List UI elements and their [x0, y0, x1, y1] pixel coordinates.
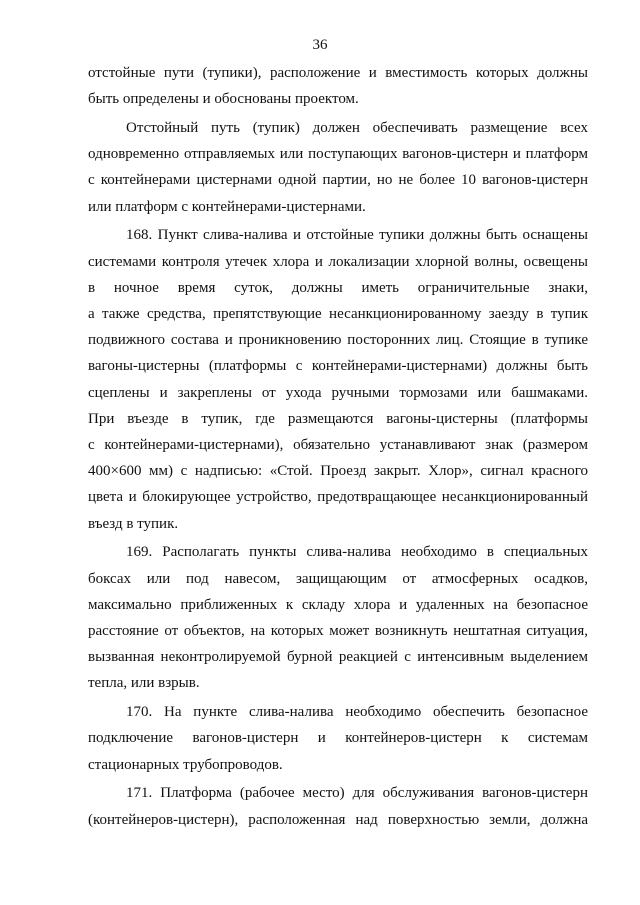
text-line: а также средства, препятствующие несанкционированному заезду в тупик — [88, 306, 588, 323]
text-line: вызванная неконтролируемой бурной реакцией с интенсивным выделением — [88, 649, 588, 666]
text-line: При въезде в тупик, где размещаются вагоны-цистерны (платформы — [88, 410, 588, 427]
text-line: быть определены и обоснованы проектом. — [88, 91, 359, 108]
text-line: (контейнеров-цистерн), расположенная над поверхностью земли, должна — [88, 811, 588, 828]
paragraph-170 — [88, 699, 588, 778]
text-line: или платформ с контейнерами-цистернами. — [88, 198, 366, 215]
text-line: боксах или под навесом, защищающим от атмосферных осадков, — [88, 570, 588, 587]
text-line: вагоны-цистерны (платформы с контейнерами-цистернами) должны быть — [88, 358, 588, 375]
text-line: подвижного состава и проникновению посторонних лиц. Стоящие в тупике — [88, 332, 588, 349]
paragraph-169 — [88, 539, 588, 696]
paragraph-171 — [88, 780, 588, 832]
text-line: Отстойный путь (тупик) должен обеспечивать размещение всех — [126, 120, 588, 136]
text-line: 400×600 мм) с надписью: «Стой. Проезд закрыт. Хлор», сигнал красного — [88, 463, 588, 480]
paragraph-continuation — [88, 60, 588, 112]
text-line: одновременно отправляемых или поступающих вагонов-цистерн и платформ — [88, 146, 588, 163]
paragraph-168 — [88, 222, 588, 536]
text-line: расстояние от объектов, на которых может возникнуть нештатная ситуация, — [88, 623, 588, 640]
text-line: въезд в тупик. — [88, 515, 179, 532]
text-line: 170. На пункте слива-налива необходимо обеспечить безопасное — [126, 704, 588, 721]
text-line: отстойные пути (тупики), расположение и вместимость которых должны — [88, 65, 588, 81]
text-line: стационарных трубопроводов. — [88, 756, 283, 773]
text-line: тепла, или взрыв. — [88, 675, 200, 692]
document-body — [88, 60, 588, 833]
text-line: максимально приближенных к складу хлора и удаленных на безопасное — [88, 596, 588, 613]
text-line: подключение вагонов-цистерн и контейнеров-цистерн к системам — [88, 730, 588, 747]
text-line: с контейнерами-цистернами), обязательно устанавливают знак (размером — [88, 437, 588, 454]
text-line: цвета и блокирующее устройство, предотвращающее несанкционированный — [88, 489, 588, 506]
text-line: 168. Пункт слива-налива и отстойные тупики должны быть оснащены — [126, 227, 588, 244]
text-line: системами контроля утечек хлора и локализации хлорной волны, освещены — [88, 253, 588, 270]
text-line: 171. Платформа (рабочее место) для обслуживания вагонов-цистерн — [126, 785, 588, 802]
text-line: сцеплены и закреплены от ухода ручными тормозами или башмаками. — [88, 384, 588, 401]
page-number: 36 — [312, 37, 328, 53]
text-line: в ночное время суток, должны иметь ограничительные знаки, — [88, 279, 588, 296]
text-line: 169. Располагать пункты слива-налива необходимо в специальных — [126, 544, 588, 561]
paragraph-dead-end-track — [88, 115, 588, 220]
text-line: с контейнерами цистернами одной партии, но не более 10 вагонов-цистерн — [88, 172, 588, 189]
